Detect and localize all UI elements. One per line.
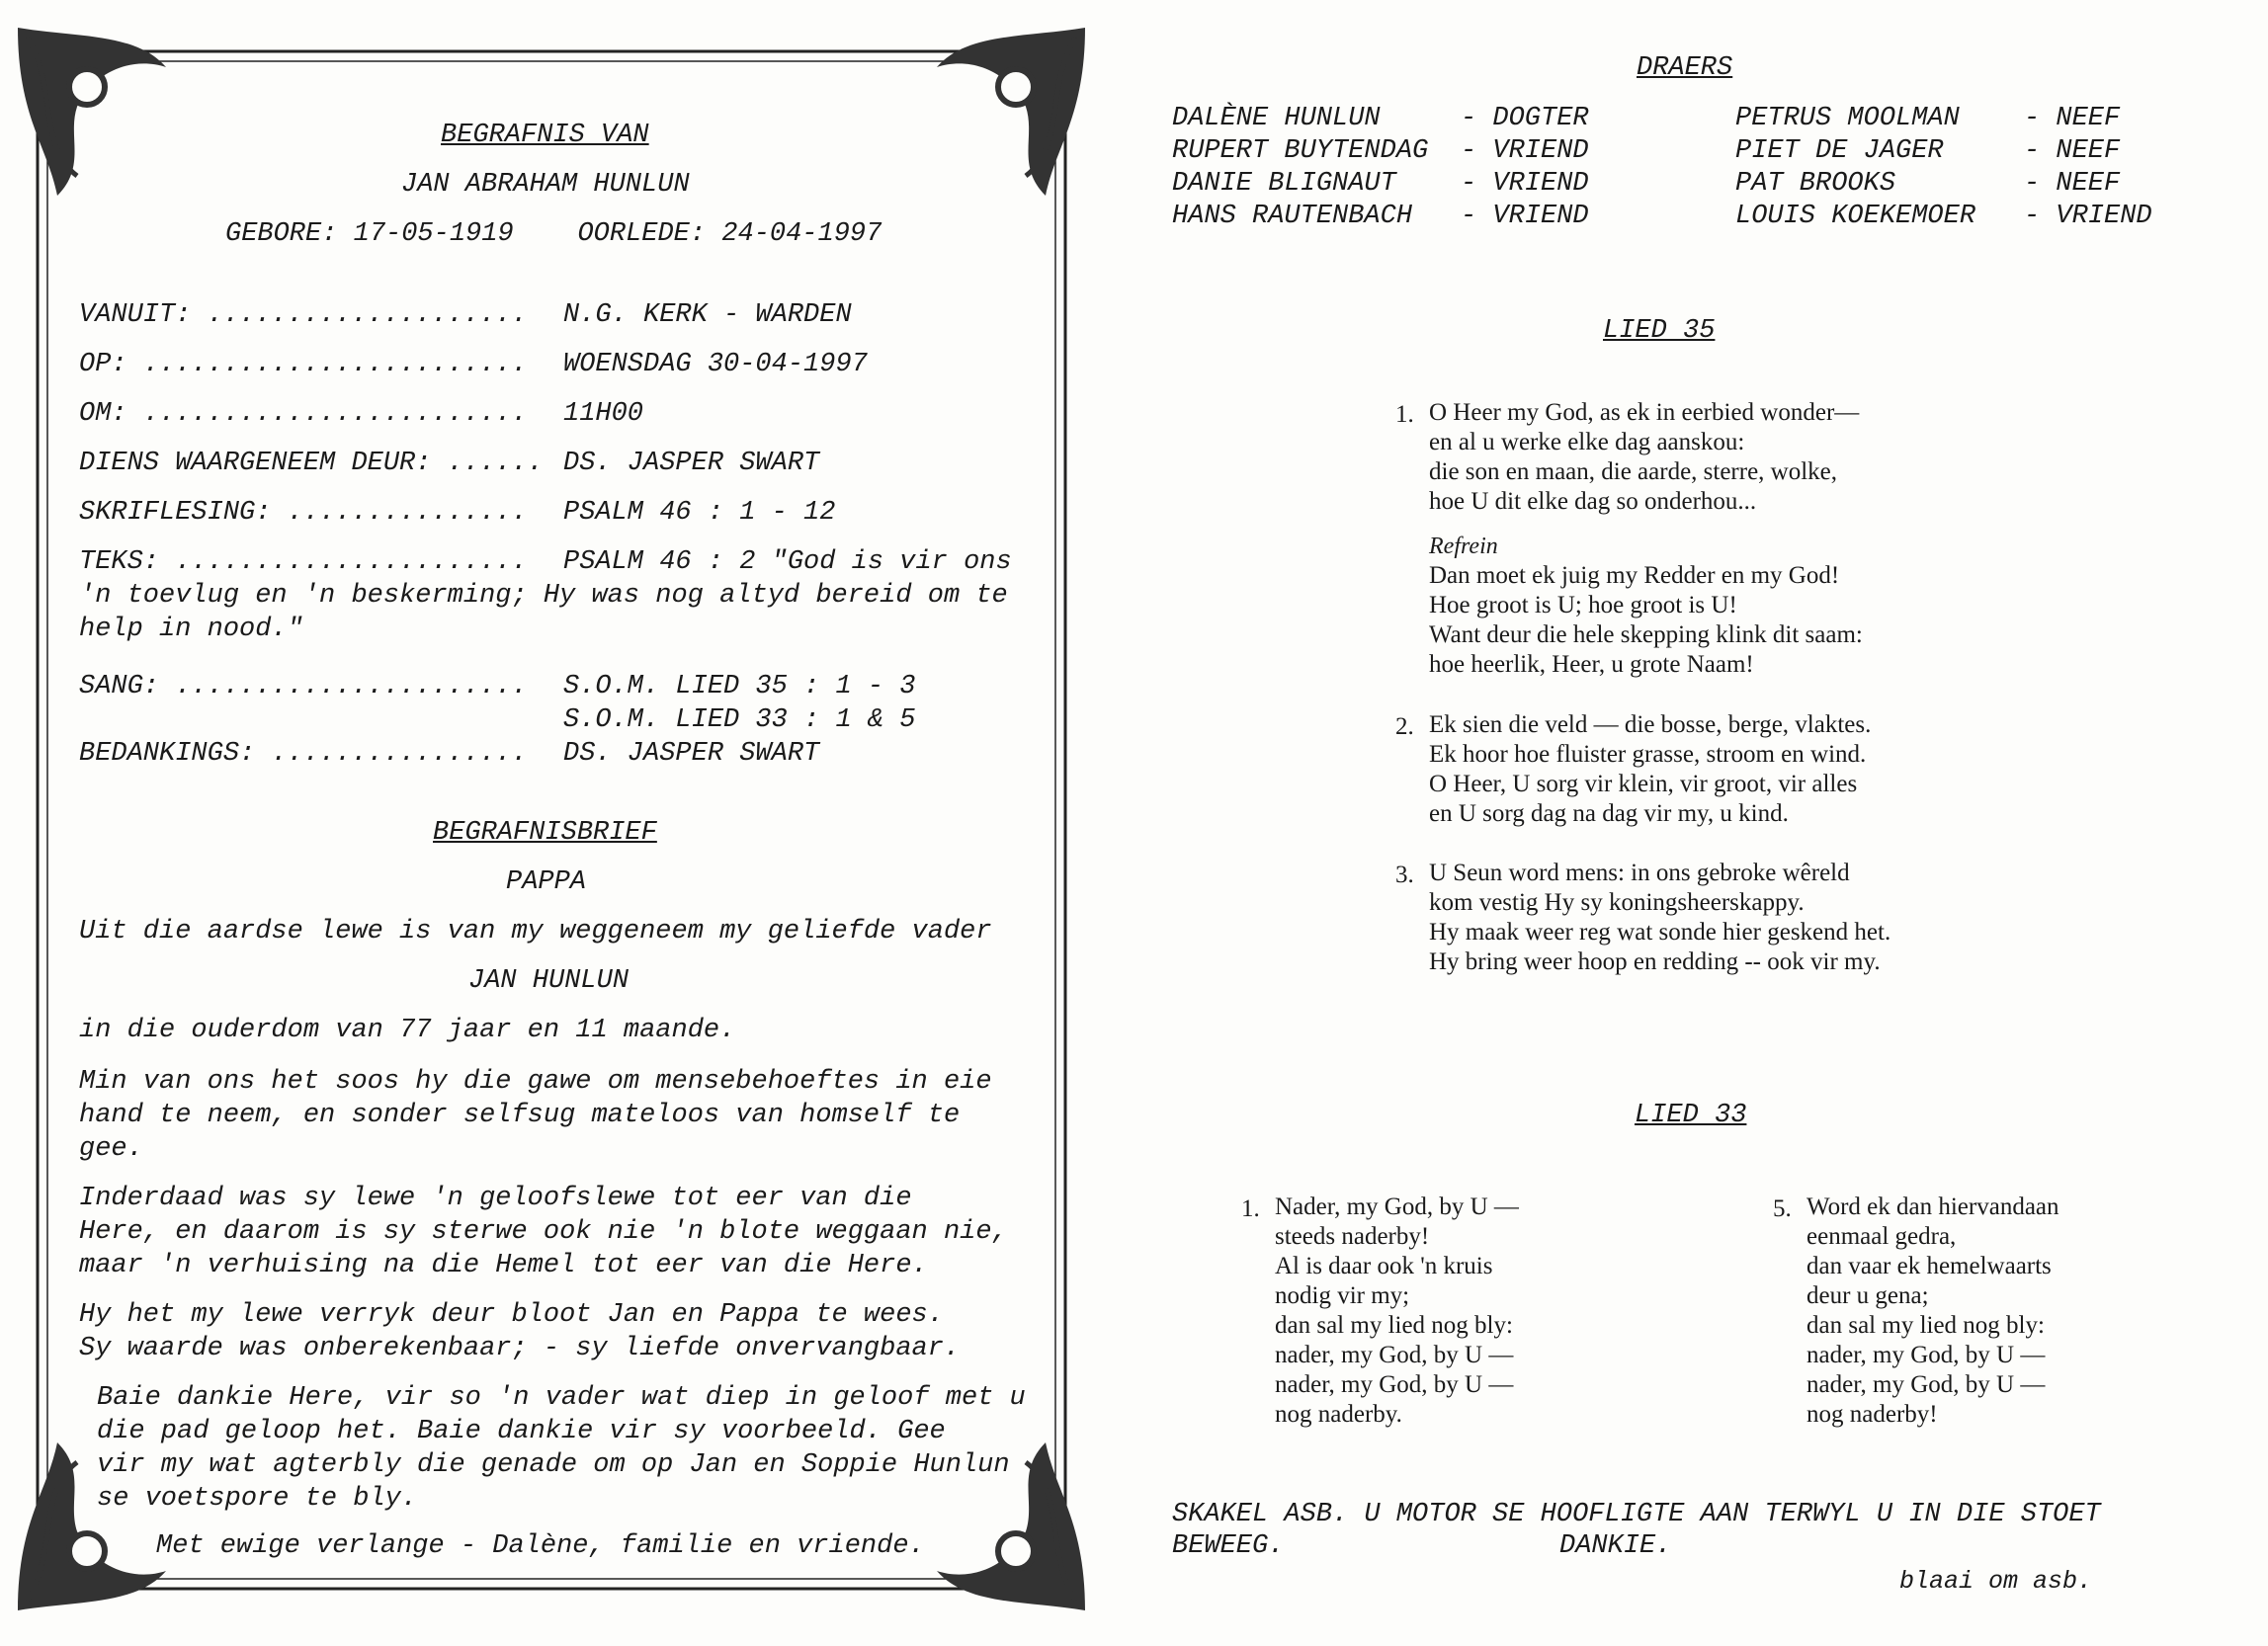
left-panel xyxy=(18,28,1085,1610)
bearer-name: PETRUS MOOLMAN xyxy=(1735,104,1960,133)
letter-name: JAN HUNLUN xyxy=(468,966,630,996)
hymn35-title: LIED 35 xyxy=(1603,316,1716,346)
sang-row: SANG: ...................... xyxy=(79,672,528,701)
detail-value: PSALM 46 : 1 - 12 xyxy=(563,498,836,528)
hymn35-verse-1: O Heer my God, as ek in eerbied wonder— en al u werke elke dag aanskou: die son en maan, die aarde, sterre, wolke, hoe U dit elke dag so onderhou... xyxy=(1429,399,1860,515)
sang-value-2: S.O.M. LIED 33 : 1 & 5 xyxy=(563,705,916,735)
hymn33-verse-5: Word ek dan hiervandaan eenmaal gedra, dan vaar ek hemelwaarts deur u gena; dan sal my lied nog bly: nader, my God, by U — nader, my God, by U — nog naderby! xyxy=(1806,1193,2059,1428)
detail-value: 11H00 xyxy=(563,399,644,429)
letter-paragraph: Baie dankie Here, vir so 'n vader wat diep in geloof met u die pad geloop het. Baie dankie vir sy voorbeeld. Gee vir my wat agterbly die genade om op Jan en Soppie Hunlun se voetspore te bly. xyxy=(97,1383,1026,1514)
detail-row: VANUIT: .................... xyxy=(79,300,528,330)
born-date: 17-05-1919 xyxy=(353,219,514,249)
bearer-relation: - VRIEND xyxy=(1461,136,1589,166)
hymn35-verse-2: Ek sien die veld — die bosse, berge, vlaktes. Ek hoor hoe fluister grasse, stroom en wind. O Heer, U sorg vir klein, vir groot, vir alles en U sorg dag na dag vir my, u kind. xyxy=(1429,711,1872,827)
hymn33-title: LIED 33 xyxy=(1635,1101,1747,1130)
notice-beweeg: BEWEEG. xyxy=(1172,1531,1285,1561)
died-date: 24-04-1997 xyxy=(721,219,882,249)
bearer-name: DANIE BLIGNAUT xyxy=(1172,169,1396,199)
dates-line xyxy=(225,219,882,249)
hymn35-refrain: Dan moet ek juig my Redder en my God! Hoe groot is U; hoe groot is U! Want deur die hele skepping klink dit saam: hoe heerlik, Heer, u grote Naam! xyxy=(1429,562,1863,678)
bearer-relation: - NEEF xyxy=(2024,169,2121,199)
refrain-label: Refrein xyxy=(1429,534,1498,559)
bedankings-row: BEDANKINGS: ................ xyxy=(79,739,528,769)
verse-number: 1. xyxy=(1241,1195,1260,1222)
detail-row: DIENS WAARGENEEM DEUR: ...... xyxy=(79,449,544,478)
letter-title: BEGRAFNISBRIEF xyxy=(433,818,657,848)
bearer-relation: - NEEF xyxy=(2024,104,2121,133)
detail-value: DS. JASPER SWART xyxy=(563,449,820,478)
bearer-name: LOUIS KOEKEMOER xyxy=(1735,202,1976,231)
verse-number: 2. xyxy=(1395,713,1414,740)
letter-line: in die ouderdom van 77 jaar en 11 maande. xyxy=(79,1016,736,1045)
detail-row: OM: ........................ xyxy=(79,399,528,429)
letter-salutation: PAPPA xyxy=(506,867,587,897)
verse-number: 1. xyxy=(1395,401,1414,428)
bearer-relation: - VRIEND xyxy=(1461,202,1589,231)
letter-signoff: Met ewige verlange - Dalène, familie en vriende. xyxy=(156,1531,925,1561)
turn-over-note: blaai om asb. xyxy=(1899,1567,2093,1596)
verse-number: 3. xyxy=(1395,862,1414,888)
bearer-relation: - VRIEND xyxy=(1461,169,1589,199)
headlights-notice: SKAKEL ASB. U MOTOR SE HOOFLIGTE AAN TERWYL U IN DIE STOET xyxy=(1172,1500,2101,1529)
detail-value: WOENSDAG 30-04-1997 xyxy=(563,350,868,379)
bearers-title: DRAERS xyxy=(1637,53,1733,83)
detail-row: SKRIFLESING: ............... xyxy=(79,498,528,528)
deceased-name: JAN ABRAHAM HUNLUN xyxy=(401,170,690,200)
bearers-right-names xyxy=(1735,103,1975,233)
bearer-name: RUPERT BUYTENDAG xyxy=(1172,136,1429,166)
bearer-relation: - NEEF xyxy=(2024,136,2121,166)
teks-continued: help in nood." xyxy=(79,615,303,644)
letter-paragraph: Inderdaad was sy lewe 'n geloofslewe tot eer van die Here, en daarom is sy sterwe ook nie 'n blote weggaan nie, maar 'n verhuising na die Hemel tot eer van die Here. xyxy=(79,1184,1008,1280)
detail-value: N.G. KERK - WARDEN xyxy=(563,300,852,330)
bearer-relation: - DOGTER xyxy=(1461,104,1589,133)
bearer-name: DALÈNE HUNLUN xyxy=(1172,104,1381,133)
bedankings-value: DS. JASPER SWART xyxy=(563,739,820,769)
bearers-left-relations xyxy=(1461,103,1589,233)
bearer-relation: - VRIEND xyxy=(2024,202,2152,231)
teks-continued: 'n toevlug en 'n beskerming; Hy was nog altyd bereid om te xyxy=(79,581,1008,611)
bearers-left-names xyxy=(1172,103,1428,233)
notice-dankie: DANKIE. xyxy=(1559,1531,1672,1561)
detail-row: OP: ........................ xyxy=(79,350,528,379)
died-label: OORLEDE: xyxy=(577,219,707,249)
letter-line: Uit die aardse lewe is van my weggeneem my geliefde vader xyxy=(79,917,992,946)
detail-row: TEKS: ...................... xyxy=(79,547,528,577)
hymn33-verse-1: Nader, my God, by U — steeds naderby! Al is daar ook 'n kruis nodig vir my; dan sal my lied nog bly: nader, my God, by U — nader, my God, by U — nog naderby. xyxy=(1275,1193,1519,1428)
bearer-name: PAT BROOKS xyxy=(1735,169,1896,199)
letter-paragraph: Min van ons het soos hy die gawe om mensebehoeftes in eie hand te neem, en sonder selfsug mateloos van homself te gee. xyxy=(79,1067,992,1164)
bearer-name: HANS RAUTENBACH xyxy=(1172,202,1413,231)
hymn35-verse-3: U Seun word mens: in ons gebroke wêreld kom vestig Hy sy koningsheerskappy. Hy maak weer reg wat sonde hier geskend het. Hy bring weer hoop en redding -- ook vir my. xyxy=(1429,860,1891,975)
detail-value: PSALM 46 : 2 "God is vir ons xyxy=(563,547,1012,577)
funeral-title: BEGRAFNIS VAN xyxy=(441,121,649,150)
bearers-right-relations xyxy=(2024,103,2152,233)
born-label: GEBORE: xyxy=(225,219,338,249)
letter-paragraph: Hy het my lewe verryk deur bloot Jan en Pappa te wees. Sy waarde was onberekenbaar; - sy liefde onvervangbaar. xyxy=(79,1300,961,1363)
verse-number: 5. xyxy=(1773,1195,1792,1222)
sang-value-1: S.O.M. LIED 35 : 1 - 3 xyxy=(563,672,916,701)
bearer-name: PIET DE JAGER xyxy=(1735,136,1944,166)
